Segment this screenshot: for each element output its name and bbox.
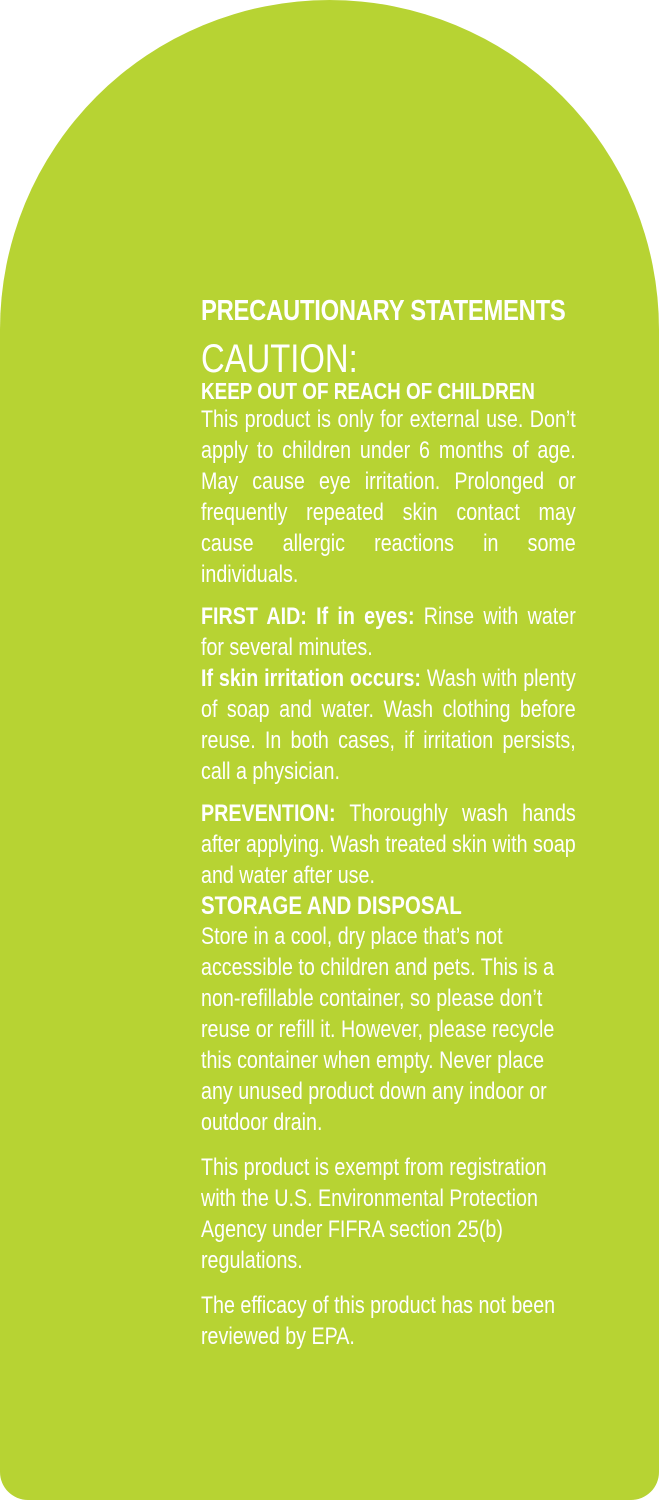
precautionary-heading: PRECAUTIONARY STATEMENTS — [201, 295, 566, 327]
storage-text: Store in a cool, dry place that’s not accessible to children and pets. This is a non-refillable container, so please don’t reuse or refill it. However, please recycle this container when empty. Never place any unused product down any indoor or outdoor drain. — [201, 923, 555, 1136]
label-content — [201, 296, 576, 1352]
eyes-label: If in eyes: — [316, 603, 415, 630]
efficacy-text: The efficacy of this product has not been reviewed by EPA. — [201, 1292, 556, 1350]
first-aid-skin — [201, 663, 576, 787]
prevention-text: Thoroughly wash hands after applying. Wash treated skin with soap and water after use. — [201, 800, 576, 889]
exemption-text: This product is exempt from registration with the U.S. Environmental Protection Agency under FIFRA section 25(b) regulations. — [201, 1154, 547, 1274]
skin-text: Wash with plenty of soap and water. Wash clothing before reuse. In both cases, if irritation persists, call a physician. — [201, 665, 576, 785]
prevention-label: PREVENTION: — [201, 800, 336, 827]
storage-heading: STORAGE AND DISPOSAL — [201, 892, 462, 920]
eyes-text: Rinse with water for several minutes. — [201, 603, 576, 661]
keep-out-notice: KEEP OUT OF REACH OF CHILDREN — [201, 378, 535, 404]
skin-label: If skin irritation occurs: — [201, 665, 421, 692]
prevention — [201, 798, 576, 891]
caution-text: This product is only for external use. Don’t apply to children under 6 months of age. May cause eye irritation. Prolonged or frequently repeated skin contact may cause allergic reactions in some individuals. — [201, 406, 576, 588]
caution-heading: CAUTION: — [201, 337, 358, 381]
first-aid-label: FIRST AID: — [201, 603, 307, 630]
first-aid-eyes — [201, 601, 576, 663]
